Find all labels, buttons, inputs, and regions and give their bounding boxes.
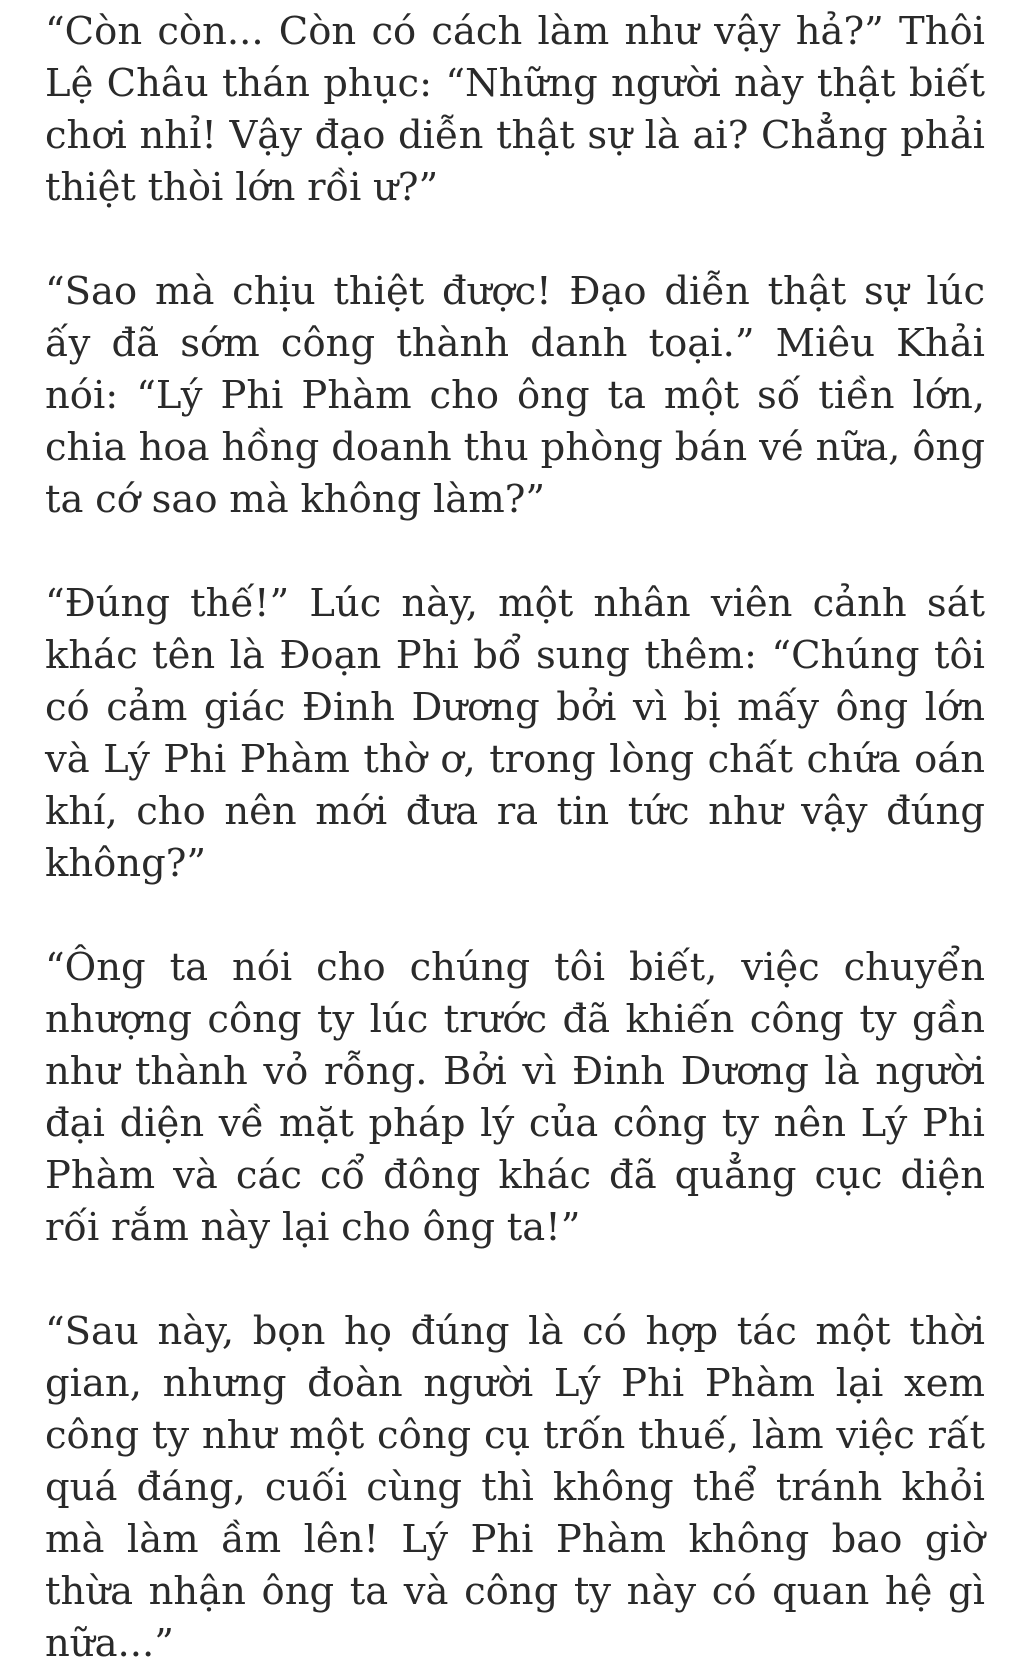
reader-page xyxy=(45,6,985,1670)
paragraph-2: “Sao mà chịu thiệt được! Đạo diễn thật sự lúc ấy đã sớm công thành danh toại.” Miêu Khải nói: “Lý Phi Phàm cho ông ta một số tiền lớn, chia hoa hồng doanh thu phòng bán vé nữa, ông ta cớ sao mà không làm?” xyxy=(45,269,985,522)
paragraph-1: “Còn còn... Còn có cách làm như vậy hả?” Thôi Lệ Châu thán phục: “Những người này thật biết chơi nhỉ! Vậy đạo diễn thật sự là ai? Chẳng phải thiệt thòi lớn rồi ư?” xyxy=(45,9,985,210)
paragraph-4: “Ông ta nói cho chúng tôi biết, việc chuyển nhượng công ty lúc trước đã khiến công ty gần như thành vỏ rỗng. Bởi vì Đinh Dương là người đại diện về mặt pháp lý của công ty nên Lý Phi Phàm và các cổ đông khác đã quẳng cục diện rối rắm này lại cho ông ta!” xyxy=(45,945,985,1250)
paragraph-3: “Đúng thế!” Lúc này, một nhân viên cảnh sát khác tên là Đoạn Phi bổ sung thêm: “Chúng tôi có cảm giác Đinh Dương bởi vì bị mấy ông lớn và Lý Phi Phàm thờ ơ, trong lòng chất chứa oán khí, cho nên mới đưa ra tin tức như vậy đúng không?” xyxy=(45,581,985,886)
paragraph-5: “Sau này, bọn họ đúng là có hợp tác một thời gian, nhưng đoàn người Lý Phi Phàm lại xem công ty như một công cụ trốn thuế, làm việc rất quá đáng, cuối cùng thì không thể tránh khỏi mà làm ầm lên! Lý Phi Phàm không bao giờ thừa nhận ông ta và công ty này có quan hệ gì nữa...” xyxy=(45,1309,985,1666)
